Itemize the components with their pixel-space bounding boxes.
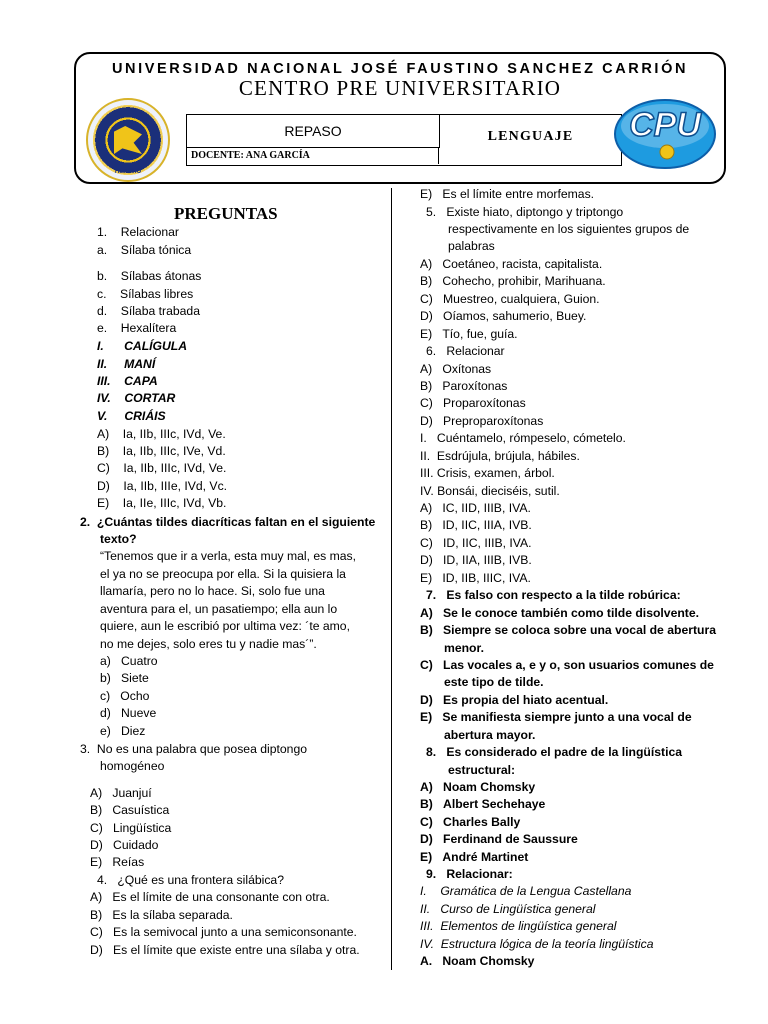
right-column-line: abertura mayor.	[444, 728, 536, 742]
right-column-line: 5. Existe hiato, diptongo y triptongo	[426, 205, 624, 219]
left-column-line: d) Nueve	[100, 706, 157, 720]
left-column-line: E) Reías	[90, 855, 145, 869]
right-column-line: I. Gramática de la Lengua Castellana	[420, 884, 632, 898]
right-column-line: E) Tío, fue, guía.	[420, 327, 518, 341]
left-column-line: e) Diez	[100, 724, 146, 738]
right-column-line: 6. Relacionar	[426, 344, 505, 358]
right-column-line: A) Noam Chomsky	[420, 780, 536, 794]
right-column-line: A) IC, IID, IIIB, IVA.	[420, 501, 531, 515]
left-column-line: aventura para el, un pasatiempo; ella aun lo	[100, 602, 338, 616]
left-column-line: homogéneo	[100, 759, 165, 773]
right-column-line: E) Se manifiesta siempre junto a una vocal de	[420, 710, 692, 724]
docente-label: DOCENTE: ANA GARCÍA	[187, 148, 439, 164]
right-column-line: II. Curso de Lingüística general	[420, 902, 596, 916]
left-column-line: B) Es la sílaba separada.	[90, 908, 233, 922]
right-column-line: A. Noam Chomsky	[420, 954, 535, 968]
right-column-line: C) Charles Bally	[420, 815, 521, 829]
right-column-line: IV. Bonsái, dieciséis, sutil.	[420, 484, 560, 498]
repaso-label: REPASO	[187, 115, 440, 148]
left-column-line: C) Lingüística	[90, 821, 172, 835]
right-column-line: C) ID, IIC, IIIB, IVA.	[420, 536, 532, 550]
right-column-line: III. Elementos de lingüística general	[420, 919, 617, 933]
right-column-line: A) Se le conoce también como tilde disolvente.	[420, 606, 700, 620]
left-column-line: III. CAPA	[97, 374, 158, 388]
right-column-line: I. Cuéntamelo, rómpeselo, cómetelo.	[420, 431, 626, 445]
course-label: LENGUAJE	[487, 129, 574, 144]
header-frame	[74, 52, 726, 184]
left-column-line: e. Hexalítera	[97, 321, 177, 335]
left-column-line: b) Siete	[100, 671, 149, 685]
column-divider	[391, 188, 392, 970]
right-column-line: B) Albert Sechehaye	[420, 797, 546, 811]
left-column-line: 3. No es una palabra que posea diptongo	[80, 742, 307, 756]
left-column-line: II. MANÍ	[97, 357, 156, 371]
left-column-line: d. Sílaba trabada	[97, 304, 200, 318]
left-column-line: D) Es el límite que existe entre una sílaba y otra.	[90, 943, 360, 957]
right-column-line: II. Esdrújula, brújula, hábiles.	[420, 449, 580, 463]
right-column-line: B) Paroxítonas	[420, 379, 508, 393]
right-column-line: 9. Relacionar:	[426, 867, 513, 881]
right-column-line: D) Preproparoxítonas	[420, 414, 544, 428]
left-column-line: C) Es la semivocal junto a una semiconsonante.	[90, 925, 357, 939]
right-column-line: menor.	[444, 641, 484, 655]
right-column-line: B) Siempre se coloca sobre una vocal de abertura	[420, 623, 716, 637]
university-name: UNIVERSIDAD NACIONAL JOSÉ FAUSTINO SANCHEZ CARRIÓN	[111, 61, 689, 77]
right-column-line: D) Es propia del hiato acentual.	[420, 693, 609, 707]
left-column-line: quiere, aun le escribió por ultima vez: ´te amo,	[100, 619, 350, 633]
left-column-line: no me dejes, solo eres tu y nadie mas´”.	[100, 637, 317, 651]
left-column-line: D) Ia, IIb, IIIe, IVd, Vc.	[97, 479, 228, 493]
left-column-line: texto?	[100, 532, 137, 546]
right-column-line: D) Oíamos, sahumerio, Buey.	[420, 309, 587, 323]
right-column-line: estructural:	[448, 763, 516, 777]
right-column-line: C) Las vocales a, e y o, son usuarios comunes de	[420, 658, 714, 672]
right-column-line: 8. Es considerado el padre de la lingüística	[426, 745, 683, 759]
right-column-line: este tipo de tilde.	[444, 675, 544, 689]
seal-text: HUACHO	[114, 169, 142, 175]
left-column-line: 2. ¿Cuántas tildes diacríticas faltan en el siguiente	[80, 515, 376, 529]
left-column-line: A) Es el límite de una consonante con otra.	[90, 890, 330, 904]
left-column-line: IV. CORTAR	[97, 391, 176, 405]
left-column-line: E) Ia, IIe, IIIc, IVd, Vb.	[97, 496, 227, 510]
right-column-line: C) Proparoxítonas	[420, 396, 526, 410]
left-column-line: D) Cuidado	[90, 838, 159, 852]
right-column-line: palabras	[448, 239, 495, 253]
left-column-line: a. Sílaba tónica	[97, 243, 192, 257]
left-column-line: C) Ia, IIb, IIIc, IVd, Ve.	[97, 461, 227, 475]
left-column-line: a) Cuatro	[100, 654, 158, 668]
left-column-line: 1. Relacionar	[97, 225, 179, 239]
info-box	[186, 114, 622, 166]
section-title: PREGUNTAS	[174, 204, 278, 223]
cpu-logo-text: CPU	[629, 106, 701, 144]
right-column-line: C) Muestreo, cualquiera, Guion.	[420, 292, 600, 306]
right-column-line: B) ID, IIC, IIIA, IVB.	[420, 518, 532, 532]
right-column-line: III. Crisis, examen, árbol.	[420, 466, 555, 480]
left-column-line: c. Sílabas libres	[97, 287, 194, 301]
right-column-line: respectivamente en los siguientes grupos de	[448, 222, 690, 236]
left-column-line: c) Ocho	[100, 689, 150, 703]
right-column-line: E) André Martinet	[420, 850, 529, 864]
cpu-logo	[612, 94, 718, 170]
left-column-line: I. CALÍGULA	[97, 339, 188, 353]
university-seal	[86, 98, 170, 182]
right-column-line: IV. Estructura lógica de la teoría lingüística	[420, 937, 654, 951]
right-column-line: D) ID, IIA, IIIB, IVB.	[420, 553, 532, 567]
left-column-line: el ya no se preocupa por ella. Si la quisiera la	[100, 567, 346, 581]
right-column-line: E) ID, IIB, IIIC, IVA.	[420, 571, 531, 585]
right-column-line: A) Oxítonas	[420, 362, 492, 376]
right-column-line: A) Coetáneo, racista, capitalista.	[420, 257, 603, 271]
left-column-line: “Tenemos que ir a verla, esta muy mal, es mas,	[100, 549, 357, 563]
right-column-line: B) Cohecho, prohibir, Marihuana.	[420, 274, 606, 288]
left-column-line: B) Ia, IIb, IIIc, IVe, Vd.	[97, 444, 226, 458]
left-column-line: V. CRIÁIS	[97, 409, 166, 423]
right-column-line: 7. Es falso con respecto a la tilde robúrica:	[426, 588, 681, 602]
left-column-line: A) Juanjuí	[90, 786, 152, 800]
center-title: CENTRO PRE UNIVERSITARIO	[238, 76, 562, 100]
right-column-line: D) Ferdinand de Saussure	[420, 832, 578, 846]
left-column-line: 4. ¿Qué es una frontera silábica?	[97, 873, 284, 887]
left-column-line: B) Casuística	[90, 803, 170, 817]
left-column-line: b. Sílabas átonas	[97, 269, 202, 283]
left-column-line: A) Ia, IIb, IIIc, IVd, Ve.	[97, 427, 226, 441]
right-column-line: E) Es el límite entre morfemas.	[420, 187, 595, 201]
left-column-line: llamaría, pero no lo hace. Si, solo fue una	[100, 584, 325, 598]
